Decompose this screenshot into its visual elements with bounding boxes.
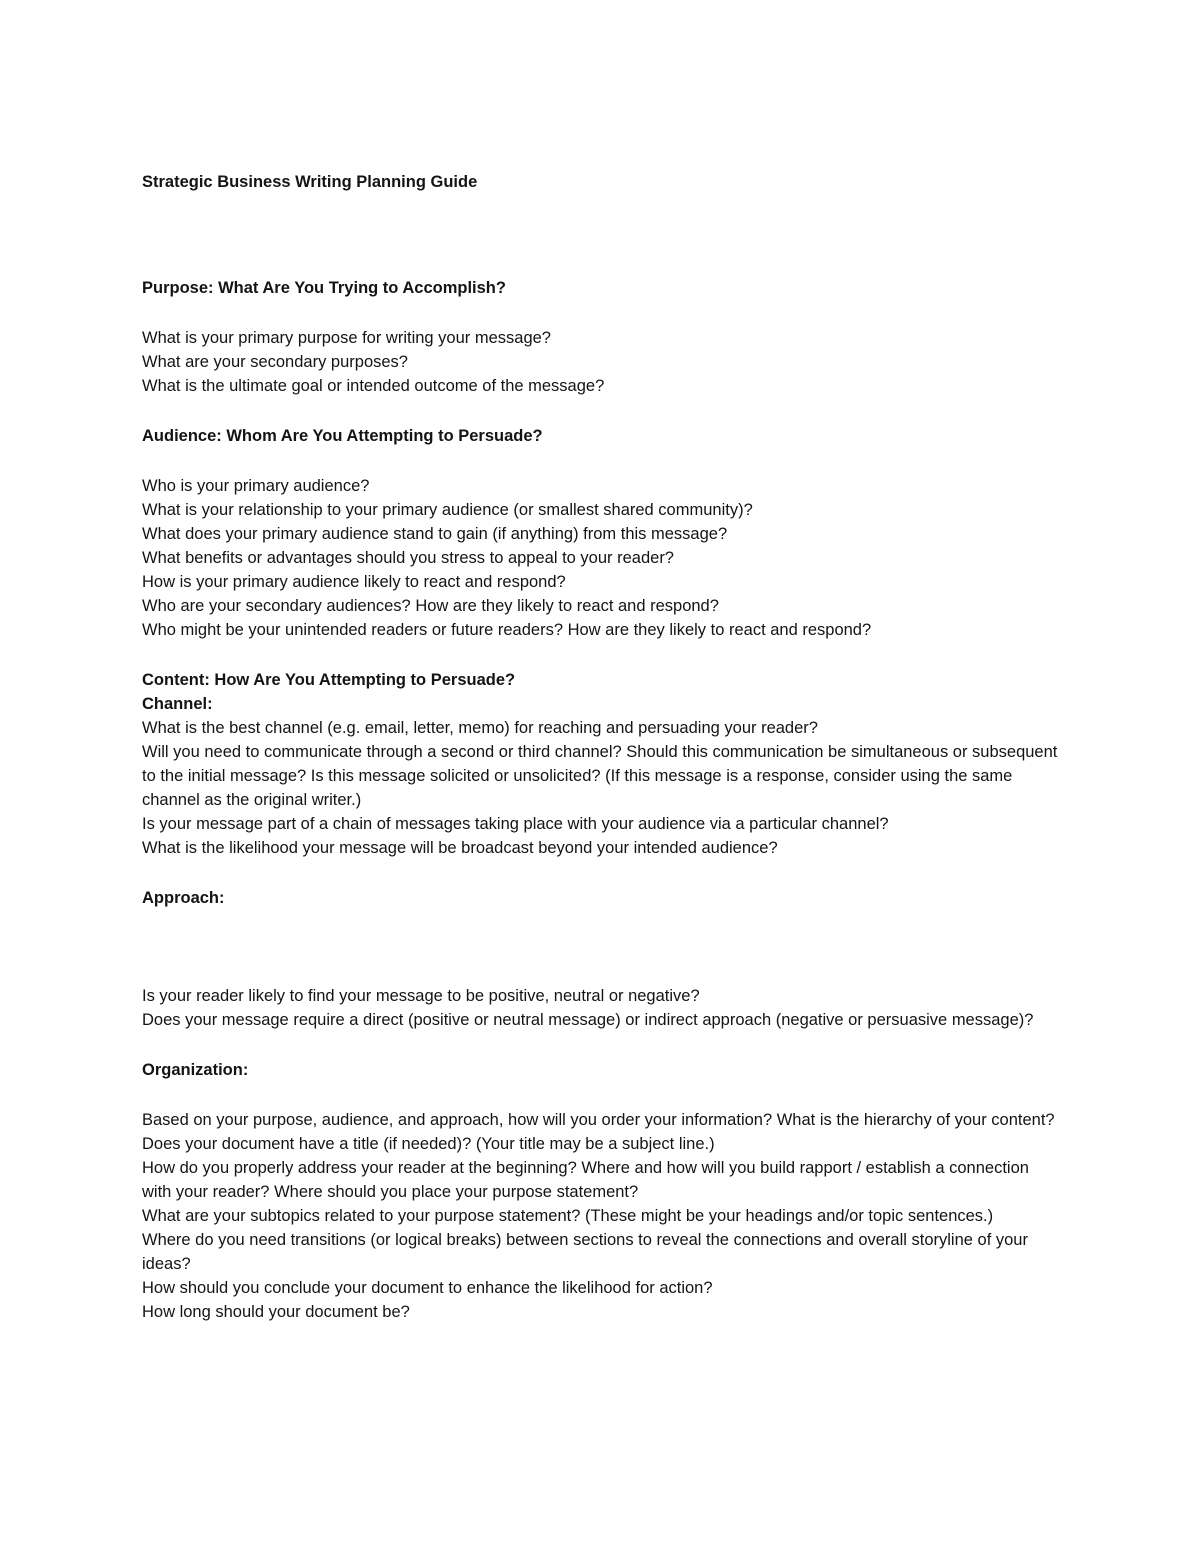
organization-question: Based on your purpose, audience, and approach, how will you order your information? What is the hierarchy of your content? [142, 1111, 1055, 1129]
audience-heading: Audience: Whom Are You Attempting to Persuade? [142, 427, 543, 445]
spacer [142, 1032, 1062, 1058]
content-heading: Content: How Are You Attempting to Persuade? [142, 671, 516, 689]
spacer [142, 448, 1062, 474]
audience-question: Who are your secondary audiences? How are they likely to react and respond? [142, 597, 719, 615]
document-title: Strategic Business Writing Planning Guide [142, 173, 478, 191]
organization-question: Does your document have a title (if needed)? (Your title may be a subject line.) [142, 1135, 715, 1153]
approach-heading: Approach: [142, 889, 225, 907]
spacer [142, 300, 1062, 326]
document-body [142, 170, 1062, 1324]
spacer [142, 1082, 1062, 1108]
channel-question: Is your message part of a chain of messages taking place with your audience via a particular channel? [142, 815, 889, 833]
approach-question: Is your reader likely to find your message to be positive, neutral or negative? [142, 987, 700, 1005]
organization-question: Where do you need transitions (or logical breaks) between sections to reveal the connections and overall storyline of your ideas? [142, 1231, 1028, 1273]
organization-question: What are your subtopics related to your purpose statement? (These might be your headings and/or topic sentences.) [142, 1207, 994, 1225]
purpose-heading: Purpose: What Are You Trying to Accomplish? [142, 279, 506, 297]
purpose-question: What is your primary purpose for writing your message? [142, 329, 551, 347]
channel-heading: Channel: [142, 695, 213, 713]
organization-question: How should you conclude your document to enhance the likelihood for action? [142, 1279, 713, 1297]
purpose-question: What is the ultimate goal or intended outcome of the message? [142, 377, 605, 395]
purpose-question: What are your secondary purposes? [142, 353, 408, 371]
audience-question: What is your relationship to your primary audience (or smallest shared community)? [142, 501, 753, 519]
audience-question: What benefits or advantages should you stress to appeal to your reader? [142, 549, 674, 567]
audience-question: What does your primary audience stand to gain (if anything) from this message? [142, 525, 728, 543]
spacer [142, 860, 1062, 886]
audience-question: Who might be your unintended readers or future readers? How are they likely to react and respond? [142, 621, 872, 639]
organization-question: How long should your document be? [142, 1303, 410, 1321]
spacer [142, 642, 1062, 668]
channel-question: Will you need to communicate through a second or third channel? Should this communication be simultaneous or subsequent to the initial message? Is this message solicited or unsolicited? (If this message is a response, consider using the same channel as the original writer.) [142, 743, 1058, 809]
spacer [142, 194, 1062, 276]
channel-question: What is the best channel (e.g. email, letter, memo) for reaching and persuading your reader? [142, 719, 818, 737]
channel-question: What is the likelihood your message will be broadcast beyond your intended audience? [142, 839, 778, 857]
audience-question: Who is your primary audience? [142, 477, 370, 495]
organization-question: How do you properly address your reader at the beginning? Where and how will you build rapport / establish a connection with your reader? Where should you place your purpose statement? [142, 1159, 1029, 1201]
approach-question: Does your message require a direct (positive or neutral message) or indirect approach (negative or persuasive message)? [142, 1011, 1034, 1029]
spacer [142, 910, 1062, 984]
spacer [142, 398, 1062, 424]
organization-heading: Organization: [142, 1061, 249, 1079]
audience-question: How is your primary audience likely to react and respond? [142, 573, 566, 591]
